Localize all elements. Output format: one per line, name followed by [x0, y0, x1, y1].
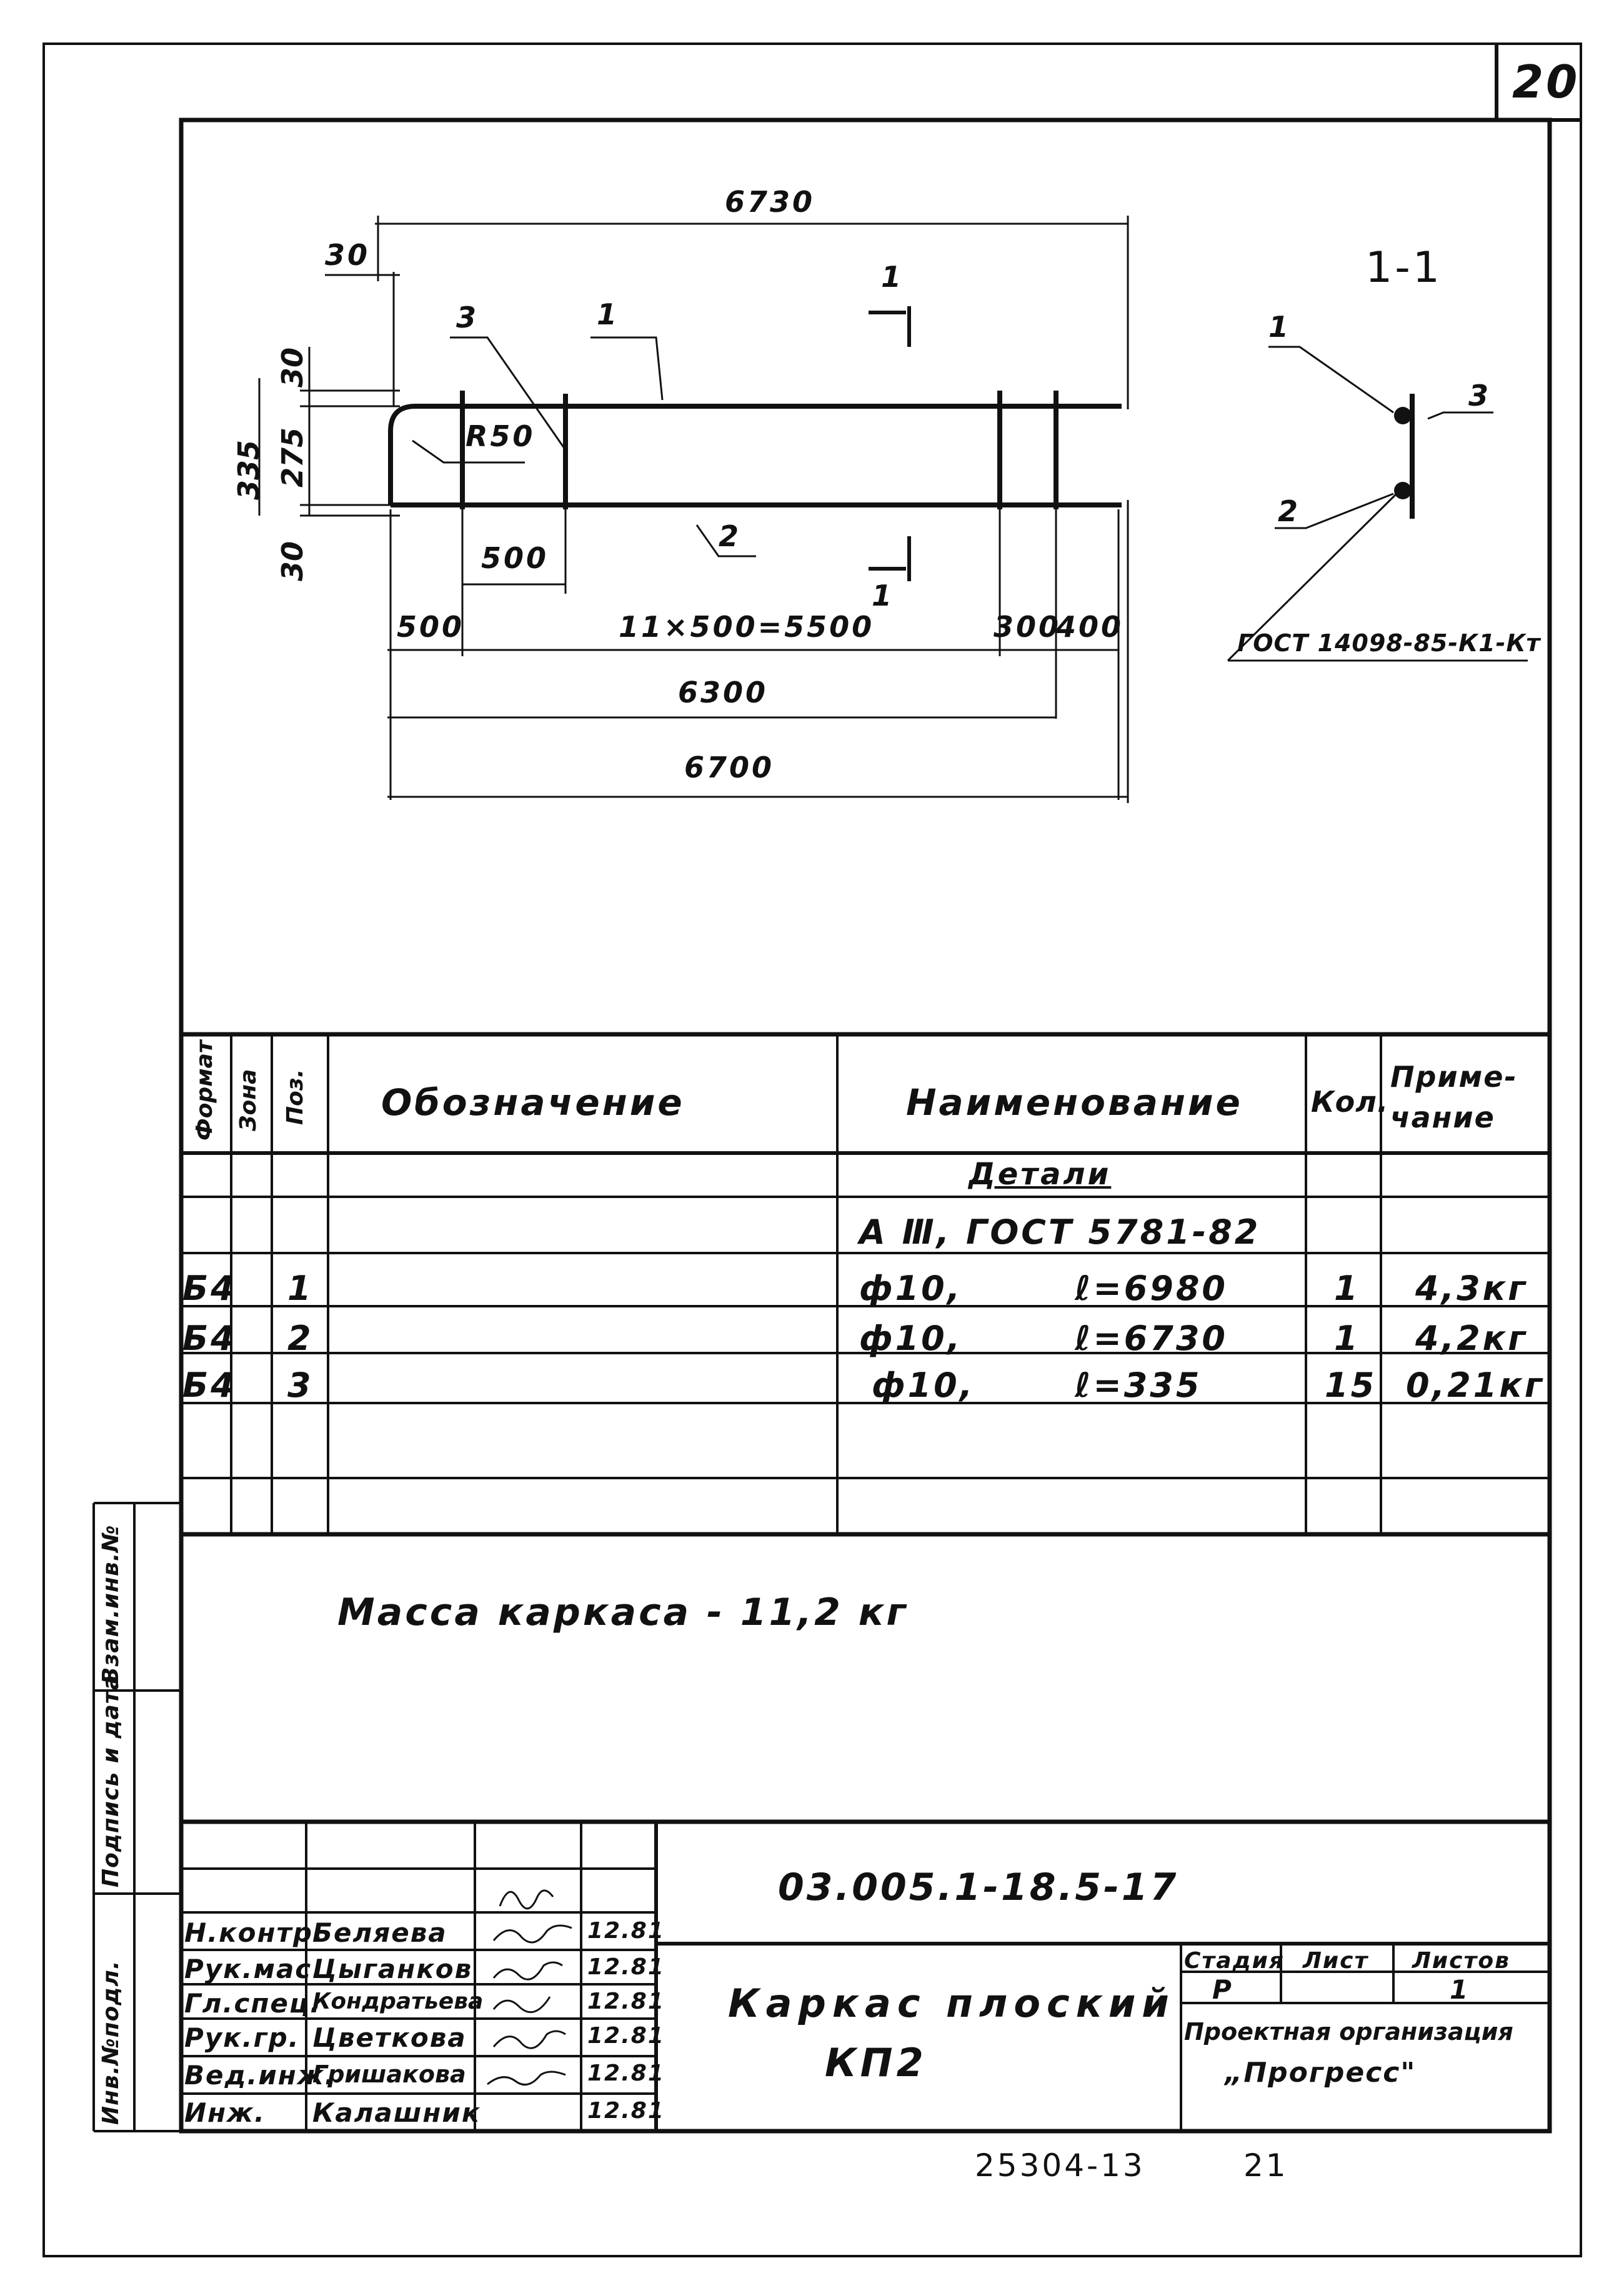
row-len: ℓ=6730	[1075, 1319, 1228, 1358]
header-name: Наименование	[906, 1081, 1243, 1124]
section-position-3: 3	[1468, 379, 1492, 412]
section-mark-top: 1	[881, 260, 904, 294]
page-number: 21	[1243, 2147, 1288, 2184]
dim-6300: 6300	[678, 676, 769, 709]
section-position-1: 1	[1268, 310, 1292, 344]
sign-date: 12.81	[587, 2098, 665, 2124]
dim-30-lower: 30	[276, 541, 309, 581]
row-format: Б4	[182, 1366, 237, 1405]
row-pos: 1	[287, 1269, 314, 1308]
dim-500-first: 500	[397, 610, 465, 644]
row-note: 4,2кг	[1415, 1319, 1528, 1358]
row-dia: ф10,	[859, 1319, 963, 1358]
sheets-value: 1	[1450, 1974, 1470, 2005]
sign-date: 12.81	[587, 2061, 665, 2086]
person-name: Беляева	[312, 1917, 447, 1948]
dim-radius: R50	[466, 419, 536, 453]
position-3: 3	[456, 301, 479, 334]
sheets-label: Листов	[1412, 1948, 1510, 1974]
role-label: Н.контр.	[184, 1917, 324, 1948]
person-name: Цветкова	[312, 2022, 467, 2053]
person-name: Гришакова	[312, 2061, 466, 2088]
sign-date: 12.81	[587, 1954, 665, 1980]
org-line2: „Прогресс"	[1225, 2057, 1417, 2089]
header-pos: Поз.	[282, 1069, 308, 1125]
org-line1: Проектная организация	[1184, 2018, 1513, 2046]
row-qty: 1	[1334, 1269, 1360, 1308]
weld-note: ГОСТ 14098-85-К1-Кт	[1237, 629, 1541, 657]
role-label: Рук.гр.	[184, 2022, 300, 2053]
header-zone: Зона	[236, 1069, 261, 1131]
dim-500-inner: 500	[481, 541, 549, 575]
left-stamp-signature-date: Подпись и дата	[98, 1674, 124, 1887]
left-stamp-replacement: Взам.инв.№	[98, 1524, 124, 1684]
header-designation: Обозначение	[381, 1081, 685, 1124]
section-title-details: Детали	[969, 1157, 1112, 1192]
row-note: 4,3кг	[1415, 1269, 1528, 1308]
dim-275: 275	[276, 427, 309, 487]
row-note: 0,21кг	[1406, 1366, 1545, 1405]
section-mark-bottom: 1	[872, 579, 895, 612]
dim-30-left: 30	[325, 238, 371, 272]
mass-note: Масса каркаса - 11,2 кг	[337, 1591, 909, 1634]
document-code: 03.005.1-18.5-17	[778, 1866, 1179, 1909]
material-row: А Ⅲ, ГОСТ 5781-82	[859, 1212, 1261, 1252]
section-title: 1-1	[1365, 243, 1443, 292]
role-label: Вед.инж.	[184, 2060, 336, 2091]
archive-number: 25304-13	[975, 2147, 1145, 2184]
row-len: ℓ=6980	[1075, 1269, 1228, 1308]
row-dia: ф10,	[859, 1269, 963, 1308]
person-name: Цыганков	[312, 1954, 473, 1984]
sheet-number: 20	[1512, 56, 1580, 108]
sign-date: 12.81	[587, 1989, 665, 2014]
sheet-label: Лист	[1303, 1948, 1369, 1974]
dim-300: 300	[994, 610, 1062, 644]
stage-value: Р	[1212, 1974, 1233, 2005]
person-name: Кондратьева	[312, 1989, 484, 2014]
header-qty: Кол.	[1311, 1085, 1389, 1119]
row-qty: 1	[1334, 1319, 1360, 1358]
dim-5500: 11×500=5500	[619, 610, 875, 644]
row-qty: 15	[1325, 1366, 1377, 1405]
position-1: 1	[597, 297, 620, 331]
section-position-2: 2	[1278, 494, 1301, 528]
row-pos: 3	[287, 1366, 314, 1405]
row-dia: ф10,	[872, 1366, 975, 1405]
row-pos: 2	[287, 1319, 314, 1358]
header-note-line2: чание	[1390, 1101, 1495, 1134]
sign-date: 12.81	[587, 1918, 665, 1944]
dim-335: 335	[232, 439, 266, 500]
sign-date: 12.81	[587, 2023, 665, 2049]
position-2: 2	[719, 519, 742, 553]
dim-30-upper: 30	[276, 347, 309, 387]
role-label: Инж.	[184, 2097, 266, 2128]
role-label: Гл.спец.	[184, 1988, 321, 2019]
dim-400: 400	[1056, 610, 1124, 644]
inner-frame	[181, 120, 1550, 2131]
header-note-line1: Приме-	[1390, 1060, 1518, 1094]
row-len: ℓ=335	[1075, 1366, 1202, 1405]
drawing-title-line2: КП2	[825, 2040, 927, 2086]
section-marks	[869, 306, 909, 581]
row-format: Б4	[182, 1269, 237, 1308]
row-format: Б4	[182, 1319, 237, 1358]
header-format: Формат	[192, 1040, 217, 1141]
dim-6730-top: 6730	[725, 185, 815, 219]
left-stamp-original-inventory: Инв.№подл.	[98, 1960, 124, 2125]
person-name: Калашник	[312, 2097, 481, 2128]
role-label: Рук.мас.	[184, 1954, 324, 1984]
drawing-title-line1: Каркас плоский	[728, 1981, 1175, 2026]
dim-6700: 6700	[684, 751, 775, 784]
stage-label: Стадия	[1184, 1948, 1285, 1974]
